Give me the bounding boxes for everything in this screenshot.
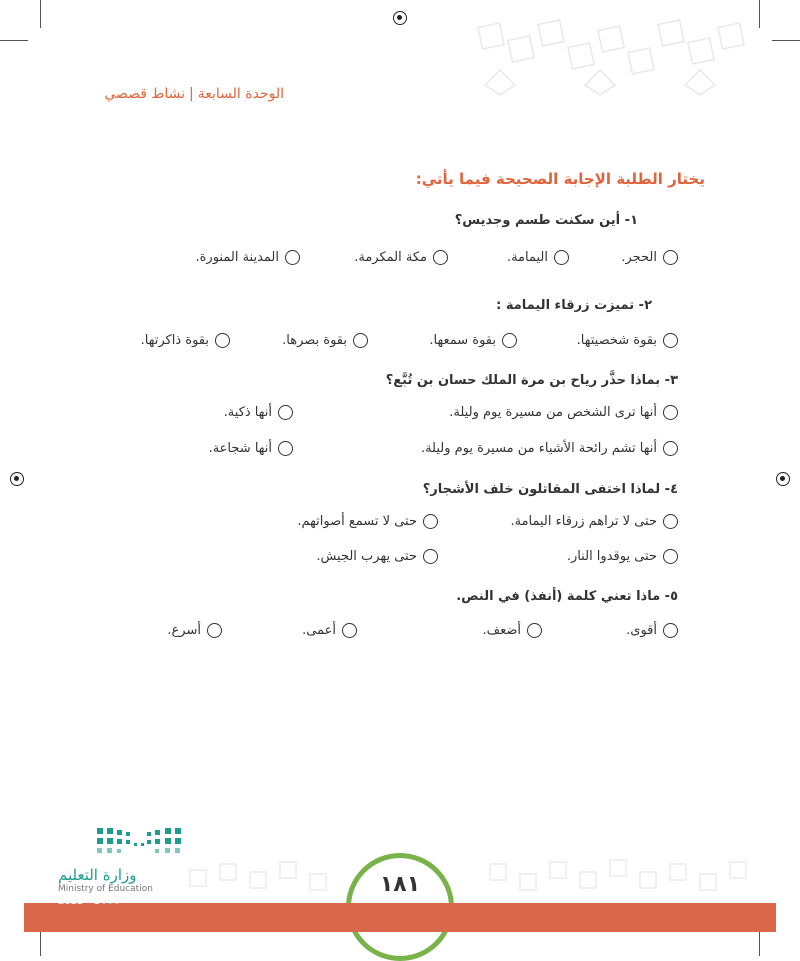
option-label: أضعف. <box>482 623 521 638</box>
answer-option[interactable] <box>316 549 438 564</box>
radio-button[interactable] <box>423 549 438 564</box>
question-3: ٣- بماذا حذَّر رياح بن مرة الملك حسان بن تُبَّع؟ <box>385 373 678 388</box>
ministry-name-arabic: وزارة التعليم <box>58 866 137 884</box>
radio-button[interactable] <box>663 623 678 638</box>
unit-title: الوحدة السابعة <box>197 86 284 102</box>
option-label: أقوى. <box>626 623 657 638</box>
answer-option[interactable] <box>482 623 542 638</box>
crop-mark <box>759 928 760 956</box>
answer-option[interactable] <box>449 405 678 420</box>
option-label: مكة المكرمة. <box>354 250 427 265</box>
radio-button[interactable] <box>207 623 222 638</box>
radio-button[interactable] <box>527 623 542 638</box>
option-label: بقوة بصرها. <box>282 333 347 348</box>
crop-mark <box>40 928 41 956</box>
radio-button[interactable] <box>423 514 438 529</box>
footer-bar-overlap <box>340 903 460 932</box>
crop-mark <box>40 0 41 28</box>
registration-mark-icon <box>776 472 790 486</box>
answer-option[interactable] <box>354 250 448 265</box>
answer-option[interactable] <box>429 333 517 348</box>
radio-button[interactable] <box>278 405 293 420</box>
question-5: ٥- ماذا تعني كلمة (أنفذ) في النص. <box>456 589 678 604</box>
option-label: المدينة المنورة. <box>195 250 279 265</box>
ministry-name-english: Ministry of Education <box>58 884 153 894</box>
radio-button[interactable] <box>278 441 293 456</box>
answer-option[interactable] <box>507 250 569 265</box>
option-label: حتى لا تسمع أصواتهم. <box>297 514 417 529</box>
answer-option[interactable] <box>141 333 230 348</box>
ministry-logo-icon <box>95 826 187 858</box>
answer-option[interactable] <box>209 441 293 456</box>
radio-button[interactable] <box>663 405 678 420</box>
header-separator: | <box>189 86 194 102</box>
crop-mark <box>772 40 800 41</box>
option-label: أنها ذكية. <box>223 405 272 420</box>
radio-button[interactable] <box>285 250 300 265</box>
answer-option[interactable] <box>567 549 678 564</box>
answer-option[interactable] <box>626 623 678 638</box>
radio-button[interactable] <box>663 250 678 265</box>
question-1: ١- أين سكنت طسم وجديس؟ <box>454 213 638 228</box>
option-label: حتى يوقدوا النار. <box>566 549 657 564</box>
radio-button[interactable] <box>353 333 368 348</box>
answer-option[interactable] <box>195 250 300 265</box>
radio-button[interactable] <box>502 333 517 348</box>
answer-option[interactable] <box>297 514 438 529</box>
answer-option[interactable] <box>302 623 357 638</box>
decorative-pattern <box>180 850 780 900</box>
running-header <box>104 86 284 102</box>
radio-button[interactable] <box>663 514 678 529</box>
radio-button[interactable] <box>663 441 678 456</box>
decorative-pattern <box>470 10 770 100</box>
option-label: بقوة سمعها. <box>429 333 496 348</box>
radio-button[interactable] <box>663 549 678 564</box>
option-label: بقوة ذاكرتها. <box>140 333 209 348</box>
edition-year: 2023 - 1444 <box>58 896 119 907</box>
radio-button[interactable] <box>663 333 678 348</box>
answer-option[interactable] <box>621 250 678 265</box>
option-label: بقوة شخصيتها. <box>576 333 657 348</box>
answer-option[interactable] <box>577 333 678 348</box>
registration-mark-icon <box>393 11 407 25</box>
answer-option[interactable] <box>282 333 368 348</box>
radio-button[interactable] <box>433 250 448 265</box>
option-label: أنها ترى الشخص من مسيرة يوم وليلة. <box>449 405 657 420</box>
radio-button[interactable] <box>215 333 230 348</box>
page-number: ١٨١ <box>379 872 421 897</box>
option-label: حتى لا تراهم زرقاء اليمامة. <box>510 514 657 529</box>
option-label: أنها شجاعة. <box>208 441 272 456</box>
option-label: أعمى. <box>302 623 336 638</box>
crop-mark <box>0 40 28 41</box>
answer-option[interactable] <box>167 623 222 638</box>
activity-title: نشاط قصصي <box>104 86 186 102</box>
option-label: اليمامة. <box>506 250 548 265</box>
option-label: أنها تشم رائحة الأشياء من مسيرة يوم وليلة. <box>420 441 657 456</box>
answer-option[interactable] <box>510 514 678 529</box>
option-label: أسرع. <box>167 623 201 638</box>
instruction-heading: يختار الطلبة الإجابة الصحيحة فيما يأتي: <box>415 170 705 188</box>
answer-option[interactable] <box>224 405 293 420</box>
radio-button[interactable] <box>342 623 357 638</box>
registration-mark-icon <box>10 472 24 486</box>
question-4: ٤- لماذا اختفى المقاتلون خلف الأشجار؟ <box>422 482 678 497</box>
option-label: حتى يهرب الجيش. <box>316 549 417 564</box>
answer-option[interactable] <box>421 441 678 456</box>
option-label: الحجر. <box>621 250 657 265</box>
question-2: ٢- تميزت زرقاء اليمامة : <box>496 298 652 313</box>
radio-button[interactable] <box>554 250 569 265</box>
